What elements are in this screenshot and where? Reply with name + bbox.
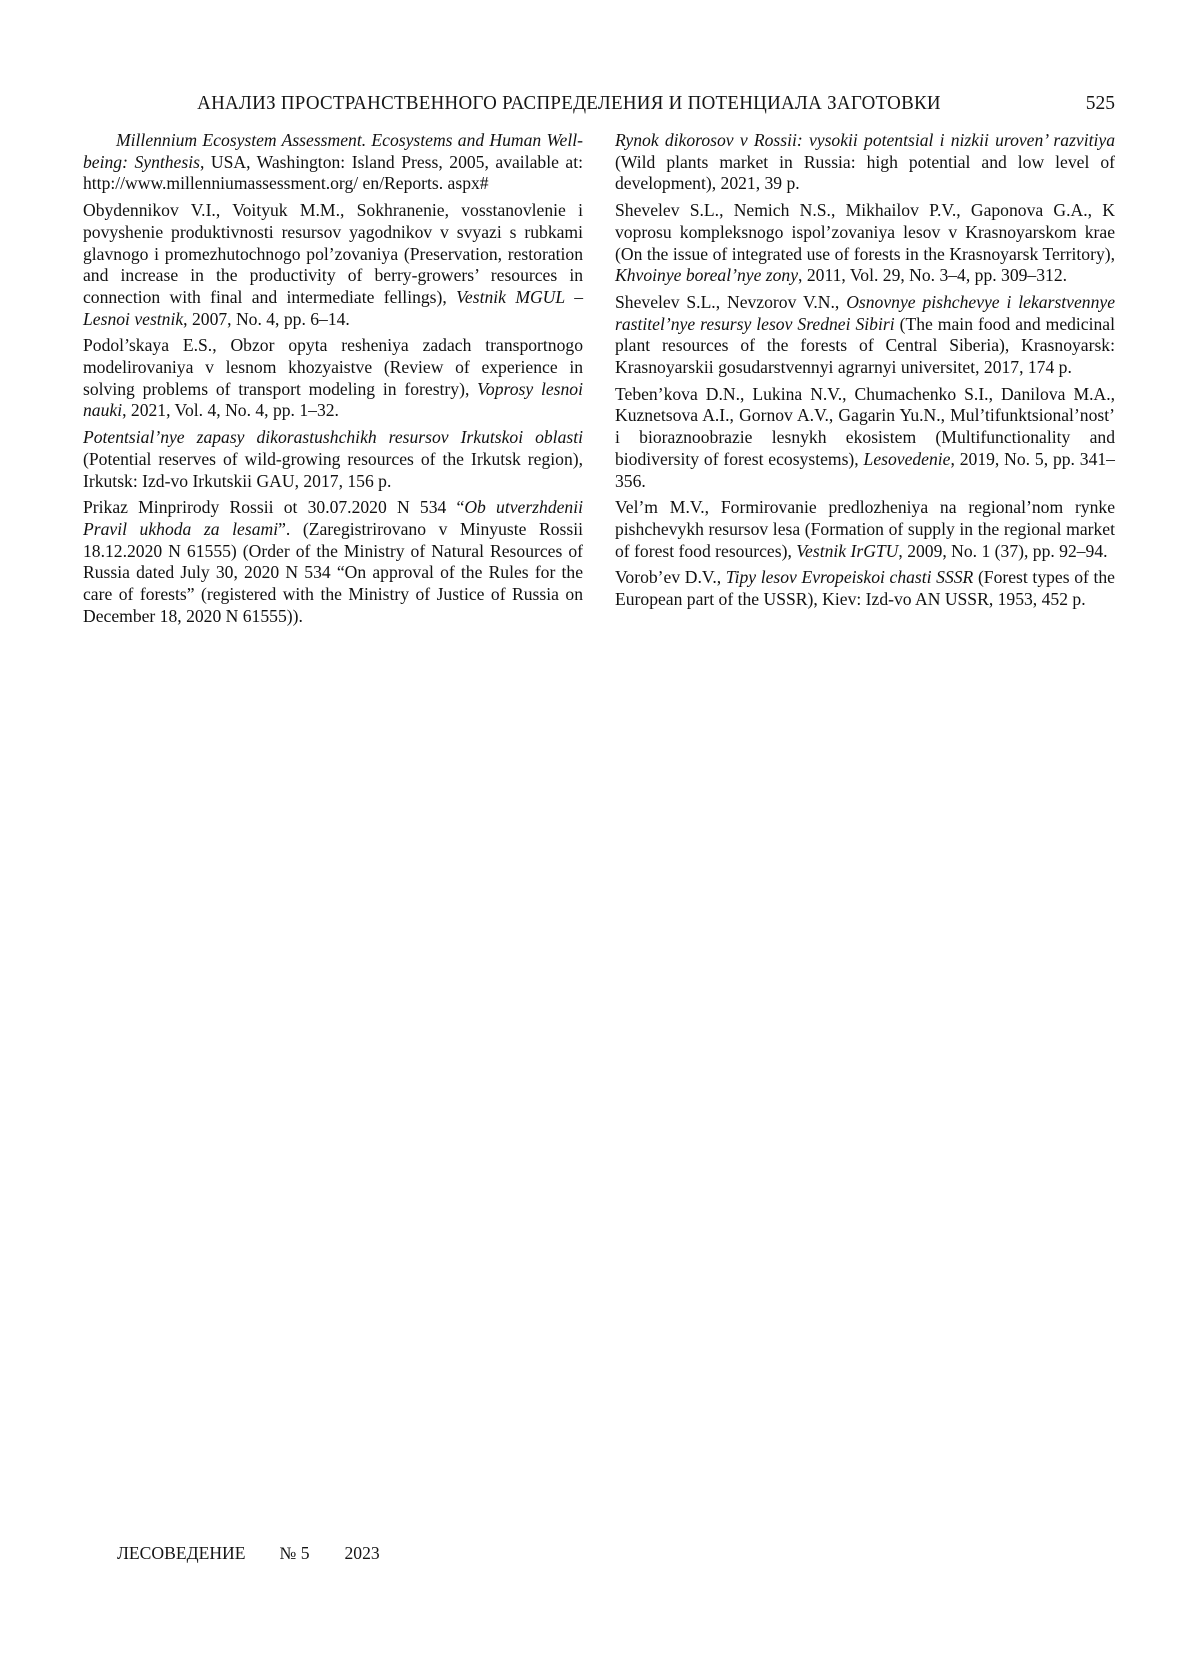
reference-entry: [615, 292, 1115, 379]
footer-issue-number: № 5: [279, 1543, 310, 1563]
running-title: АНАЛИЗ ПРОСТРАНСТВЕННОГО РАСПРЕДЕЛЕНИЯ И ПОТЕНЦИАЛА ЗАГОТОВКИ: [197, 93, 941, 114]
footer-journal-name: ЛЕСОВЕДЕНИЕ: [117, 1543, 246, 1563]
reference-title-italic: Tipy lesov Evropeiskoi chasti SSSR: [725, 567, 974, 588]
reference-entry: [615, 497, 1115, 562]
reference-entry: [83, 427, 583, 492]
reference-title-italic: Millennium Ecosystem Assessment. Ecosystems and Human Well-being: Synthesis: [83, 130, 583, 172]
reference-text: Shevelev S.L., Nevzorov V.N.,: [615, 291, 847, 312]
reference-entry: [83, 335, 583, 422]
reference-entry: [615, 567, 1115, 610]
reference-title-italic: Potentsial’nye zapasy dikorastushchikh resursov Irkutskoi oblasti: [83, 427, 583, 448]
reference-text: Podol’skaya E.S., Obzor opyta resheniya zadach transportnogo modelirovaniya v lesnom khozyaistve (Review of experience in solving problems of transport modeling in forestry),: [83, 335, 583, 399]
reference-title-italic: Khvoinye boreal’nye zony: [615, 265, 799, 286]
reference-title-italic: Lesovedenie: [863, 448, 951, 469]
reference-title-italic: Ob utverzhdenii Pravil ukhoda za lesami: [83, 497, 583, 539]
reference-text: ”. (Zaregistrirovano v Minyuste Rossii 18.12.2020 N 61555) (Order of the Ministry of Natural Resources of Russia dated July 30, 2020 N 534 “On approval of the Rules for the care of forests” (registered with the Ministry of Justice of Russia on December 18, 2020 N 61555)).: [83, 518, 583, 626]
footer-year: 2023: [344, 1543, 380, 1563]
page-number: 525: [1085, 93, 1115, 114]
reference-entry: [615, 130, 1115, 195]
reference-text: , 2009, No. 1 (37), pp. 92–94.: [898, 540, 1108, 561]
reference-title-italic: Vestnik IrGTU: [796, 540, 899, 561]
reference-title-italic: Voprosy lesnoi nauki: [83, 378, 583, 421]
running-header: [83, 93, 1115, 119]
reference-text: (Wild plants market in Russia: high potential and low level of development), 2021, 39 p.: [615, 151, 1115, 194]
reference-text: Vel’m M.V., Formirovanie predlozheniya na regional’nom rynke pishchevykh resursov lesa (Formation of supply in the regional market of forest food resources),: [615, 497, 1115, 561]
reference-entry: [83, 130, 583, 195]
reference-text: Teben’kova D.N., Lukina N.V., Chumachenko S.I., Danilova M.A., Kuznetsova A.I., Gornov A.V., Gagarin Yu.N., Mul’tifunktsional’nost’ i bioraznoobrazie lesnykh ekosistem (Multifunctionality and biodiversity of forest ecosystems),: [615, 383, 1115, 469]
reference-title-italic: Rynok dikorosov v Rossii: vysokii potentsial i nizkii uroven’ razvitiya: [615, 130, 1115, 150]
reference-title-italic: Osnovnye pishchevye i lekarstvennye rastitel’nye resursy lesov Srednei Sibiri: [615, 291, 1116, 334]
reference-text: , 2011, Vol. 29, No. 3–4, pp. 309–312.: [798, 265, 1068, 286]
references-column-right: [615, 130, 1115, 632]
reference-text: Vorob’ev D.V.,: [615, 567, 726, 588]
reference-entry: [83, 497, 583, 627]
reference-text: , 2019, No. 5, pp. 341–356.: [615, 448, 1115, 491]
reference-text: Obydennikov V.I., Voityuk M.M., Sokhranenie, vosstanovlenie i povyshenie produktivnosti resursov yagodnikov v svyazi s rubkami glavnogo i promezhutochnogo pol’zovaniya (Preservation, restoration and increase in the productivity of berry-growers’ resources in connection with final and intermediate fellings),: [83, 200, 583, 307]
reference-entry: [615, 384, 1115, 493]
reference-text: , USA, Washington: Island Press, 2005, available at: http://www.millenniumassessment.org/ en/Reports. aspx#: [83, 151, 583, 194]
reference-entry: [83, 200, 583, 330]
reference-text: Shevelev S.L., Nemich N.S., Mikhailov P.V., Gaponova G.A., K voprosu kompleksnogo ispol’zovaniya lesov v Krasnoyarskom krae (On the issue of integrated use of forests in the Krasnoyarsk Territory),: [615, 200, 1115, 264]
reference-entry: [615, 200, 1115, 287]
reference-text: (Forest types of the European part of the USSR), Kiev: Izd-vo AN USSR, 1953, 452 p.: [615, 567, 1115, 610]
reference-text: Prikaz Minprirody Rossii ot 30.07.2020 N 534 “: [83, 497, 465, 518]
reference-text: , 2021, Vol. 4, No. 4, pp. 1–32.: [122, 400, 339, 421]
reference-title-italic: Vestnik MGUL – Lesnoi vestnik: [83, 286, 583, 329]
references-section: [83, 130, 1115, 632]
reference-text: , 2007, No. 4, pp. 6–14.: [183, 308, 350, 329]
reference-text: (Potential reserves of wild-growing resources of the Irkutsk region), Irkutsk: Izd-vo Irkutskii GAU, 2017, 156 p.: [83, 448, 583, 491]
reference-text: (The main food and medicinal plant resources of the forests of Central Siberia), Krasnoyarsk: Krasnoyarskii gosudarstvennyi agrarnyi universitet, 2017, 174 p.: [615, 313, 1116, 378]
journal-footer: [117, 1543, 380, 1564]
references-column-left: [83, 130, 583, 632]
